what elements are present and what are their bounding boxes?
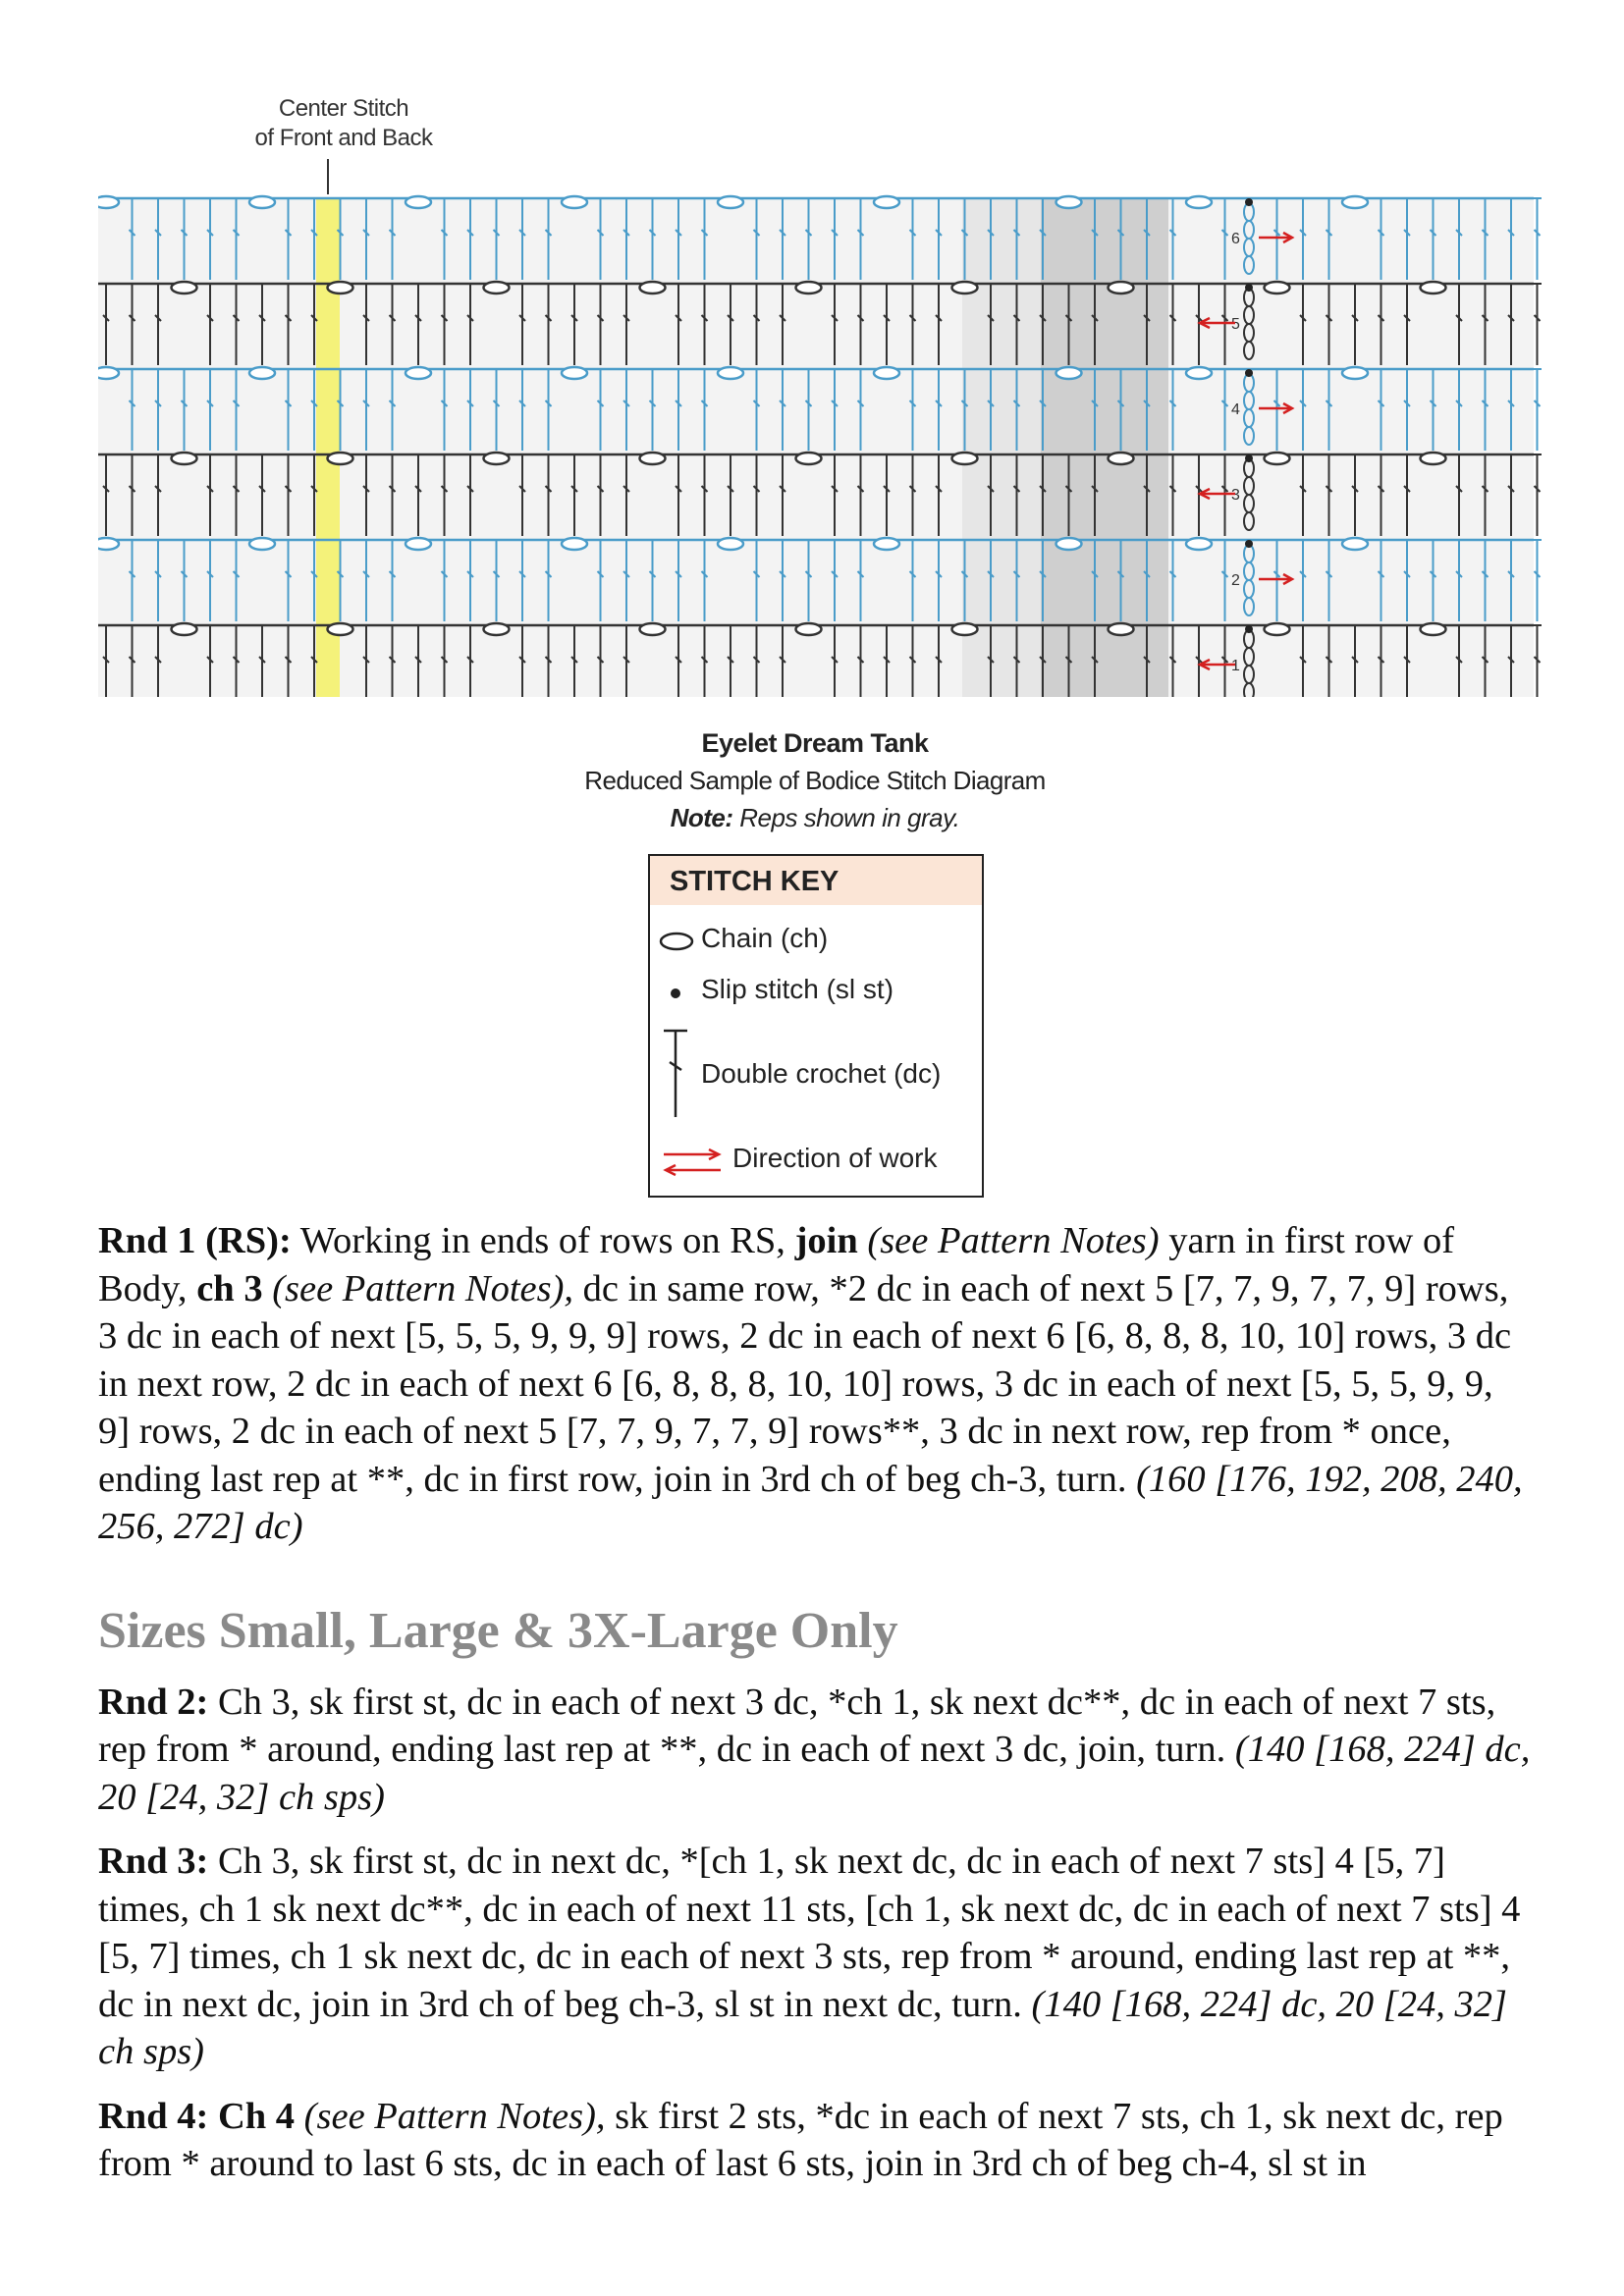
rnd3-stitch-count: (140 [168, 224] dc, 20 [24, 32] ch sps): [98, 1983, 1508, 2072]
rnd1-see-notes-1: (see Pattern Notes): [857, 1220, 1160, 1261]
chain-stitch: [1421, 282, 1446, 294]
chain-stitch: [406, 196, 431, 208]
chain-stitch: [952, 282, 978, 294]
key-item-direction: [650, 1141, 982, 1184]
chain-stitch: [172, 623, 197, 635]
chain-stitch: [1342, 538, 1368, 550]
rnd3-label: Rnd 3:: [98, 1841, 209, 1882]
row-number: 3: [1231, 487, 1240, 504]
caption-subtitle: Reduced Sample of Bodice Stitch Diagram: [584, 766, 1046, 795]
rnd1-see-notes-2: (see Pattern Notes),: [262, 1267, 574, 1309]
chain-stitch: [796, 282, 822, 294]
stitch-chart-svg: [98, 88, 1542, 697]
chain-stitch: [98, 538, 119, 550]
chain-stitch: [1265, 453, 1290, 464]
chain-oval-icon: [658, 929, 695, 954]
rnd1-ch3: ch 3: [196, 1267, 263, 1309]
key-label-slip-stitch: Slip stitch (sl st): [701, 974, 894, 1004]
chain-stitch: [562, 538, 587, 550]
chain-stitch: [1186, 367, 1212, 379]
slip-stitch-dot: [1245, 625, 1253, 633]
rnd4-see-notes: (see Pattern Notes),: [295, 2095, 606, 2137]
rnd1-text-a: Working in ends of rows on RS,: [291, 1220, 795, 1261]
rnd2-stitch-count: (140 [168, 224] dc, 20 [24, 32] ch sps): [98, 1729, 1531, 1818]
chain-stitch: [249, 538, 275, 550]
chain-stitch: [1109, 282, 1134, 294]
slip-stitch-dot-icon: [666, 984, 685, 1003]
chain-stitch: [718, 196, 743, 208]
chain-stitch: [406, 538, 431, 550]
stitch-diagram: [98, 88, 1542, 697]
row-number: 6: [1231, 231, 1240, 247]
chain-stitch: [98, 196, 119, 208]
diagram-caption: [491, 724, 1139, 836]
chain-stitch: [406, 367, 431, 379]
rnd1-stitch-count: (160 [176, 192, 208, 240, 256, 272] dc): [98, 1458, 1523, 1547]
chain-stitch: [640, 453, 666, 464]
rnd1-text-b: yarn in first row of Body,: [98, 1220, 1455, 1309]
rep-band-gray-dark: [1041, 198, 1168, 697]
chain-stitch: [562, 367, 587, 379]
stitch-key-box: [648, 854, 984, 1198]
chain-stitch: [1342, 196, 1368, 208]
chain-stitch: [796, 453, 822, 464]
chain-stitch: [562, 196, 587, 208]
row-number: 5: [1231, 316, 1240, 333]
chain-stitch: [484, 282, 510, 294]
rnd1-paragraph: [98, 1217, 1532, 1551]
chain-stitch: [1421, 453, 1446, 464]
row-number: 4: [1231, 401, 1240, 418]
center-label-line1: Center Stitch: [278, 95, 409, 122]
caption-title: Eyelet Dream Tank: [701, 728, 929, 758]
chain-stitch: [640, 623, 666, 635]
chain-stitch: [1056, 538, 1082, 550]
chain-stitch: [718, 538, 743, 550]
chain-stitch: [484, 623, 510, 635]
chain-stitch: [1421, 623, 1446, 635]
chain-stitch: [718, 367, 743, 379]
chain-stitch: [249, 367, 275, 379]
chain-stitch: [1056, 196, 1082, 208]
key-label-direction: Direction of work: [732, 1143, 938, 1173]
rnd2-text: Ch 3, sk first st, dc in each of next 3 dc, *ch 1, sk next dc**, dc in each of next 7 sts, rep from * around, ending last rep at **, dc in each of next 3 dc, join, turn.: [98, 1681, 1496, 1770]
center-stitch-highlight: [316, 198, 340, 697]
section-heading: Sizes Small, Large & 3X-Large Only: [98, 1602, 898, 1659]
chain-stitch: [1109, 453, 1134, 464]
direction-arrows-icon: [660, 1147, 725, 1178]
caption-note-text: Reps shown in gray.: [739, 803, 960, 832]
slip-stitch-dot: [1245, 284, 1253, 292]
chain-stitch: [874, 367, 899, 379]
rnd4-text: sk first 2 sts, *dc in each of next 7 sts, ch 1, sk next dc, rep from * around to last 6 sts, dc in each of last 6 sts, join in 3rd ch of beg ch-4, sl st in: [98, 2095, 1503, 2184]
rnd1-label: Rnd 1 (RS):: [98, 1220, 292, 1261]
chain-stitch: [172, 453, 197, 464]
chain-stitch: [328, 453, 353, 464]
rnd2-label: Rnd 2:: [98, 1681, 209, 1723]
chain-stitch: [172, 282, 197, 294]
slip-stitch-dot: [1245, 540, 1253, 548]
caption-note-label: Note:: [670, 803, 733, 832]
chain-stitch: [1109, 623, 1134, 635]
slip-stitch-dot: [1245, 369, 1253, 377]
chain-stitch: [1265, 623, 1290, 635]
center-label-line2: of Front and Back: [254, 125, 433, 151]
slip-stitch-dot: [1245, 198, 1253, 206]
chain-stitch: [98, 367, 119, 379]
row-number: 1: [1231, 658, 1240, 674]
chain-stitch: [484, 453, 510, 464]
stitch-key-title: STITCH KEY: [650, 856, 982, 905]
chain-stitch: [952, 623, 978, 635]
chain-stitch: [1342, 367, 1368, 379]
caption-note: [491, 799, 1139, 836]
chain-stitch: [874, 538, 899, 550]
chain-stitch: [1056, 367, 1082, 379]
key-item-slip-stitch: [650, 974, 982, 1013]
pattern-text: [98, 1217, 1532, 2205]
chain-stitch: [640, 282, 666, 294]
rnd4-paragraph: [98, 2093, 1532, 2188]
chain-stitch: [328, 623, 353, 635]
key-item-double-crochet: [650, 1025, 982, 1123]
chain-stitch: [796, 623, 822, 635]
chain-stitch: [1265, 282, 1290, 294]
slip-stitch-dot: [1245, 454, 1253, 462]
chain-stitch: [874, 196, 899, 208]
chain-stitch: [328, 282, 353, 294]
rnd1-text-c: dc in same row, *2 dc in each of next 5 [7, 7, 9, 7, 7, 9] rows, 3 dc in each of next [5, 5, 5, 9, 9, 9] rows, 2 dc in each of next 6 [6, 8, 8, 8, 10, 10] rows, 3 dc in next row, 2 dc in each of next 6 [6, 8, 8, 8, 10, 10] rows, 3 dc in each of next [5, 5, 5, 9, 9, 9] rows, 2 dc in each of next 5 [7, 7, 9, 7, 7, 9] rows**, 3 dc in next row, rep from * once, ending last rep at **, dc in first row, join in 3rd ch of beg ch-3, turn.: [98, 1267, 1512, 1500]
key-label-chain: Chain (ch): [701, 923, 829, 953]
chain-stitch: [249, 196, 275, 208]
rnd3-paragraph: [98, 1838, 1532, 2076]
chain-stitch: [1186, 538, 1212, 550]
rnd1-join: join: [794, 1220, 858, 1261]
chain-stitch: [952, 453, 978, 464]
rnd3-text: Ch 3, sk first st, dc in next dc, *[ch 1, sk next dc, dc in each of next 7 sts] 4 [5, 7] times, ch 1 sk next dc**, dc in each of next 11 sts, [ch 1, sk next dc, dc in each of next 7 sts] 4 [5, 7] times, ch 1 sk next dc, dc in each of next 3 sts, rep from * around, ending last rep at **, dc in next dc, join in 3rd ch of beg ch-3, sl st in next dc, turn.: [98, 1841, 1521, 2025]
chain-stitch: [1186, 196, 1212, 208]
double-crochet-icon: [658, 1027, 693, 1121]
row-number: 2: [1231, 572, 1240, 589]
rnd4-label: Rnd 4: Ch 4: [98, 2095, 296, 2137]
key-label-double-crochet: Double crochet (dc): [701, 1058, 942, 1089]
key-item-chain: [650, 923, 982, 962]
rnd2-paragraph: [98, 1679, 1532, 1822]
